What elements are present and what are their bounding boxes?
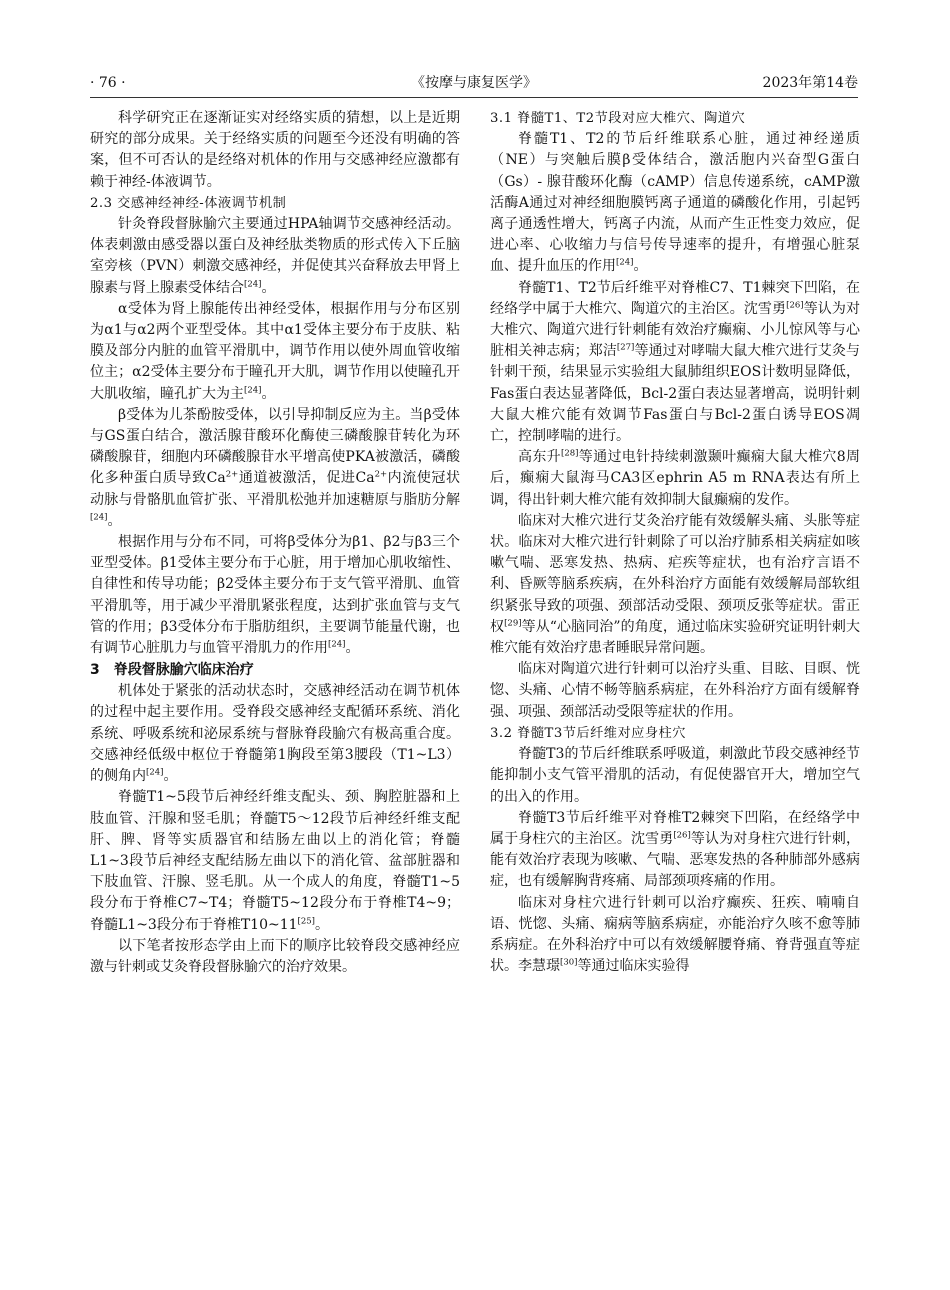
left-column bbox=[90, 108, 460, 1268]
citation[interactable]: [24] bbox=[90, 512, 108, 523]
citation[interactable]: [24] bbox=[244, 384, 262, 395]
paragraph: 高东升[28]等通过电针持续刺激颞叶癫痫大鼠大椎穴8周后，癫痫大鼠海马CA3区ephrin A5 m RNA表达有所上调，得出针刺大椎穴能有效抑制大鼠癫痫的发作。 bbox=[490, 448, 860, 508]
citation[interactable]: [26] bbox=[673, 830, 691, 841]
paragraph: 临床对大椎穴进行艾灸治疗能有效缓解头痛、头胀等症状。临床对大椎穴进行针刺除了可以治疗肺系相关病症如咳嗽气喘、恶寒发热、热病、疟疾等症状，也有治疗言语不利、昏厥等脑系疾病，在外科治疗方面能有效缓解局部软组织紧张导致的项强、颈部活动受限、颈项反张等症状。雷正权[29]等从“心脑同治”的角度，通过临床实验研究证明针刺大椎穴能有效治疗患者睡眠异常问题。 bbox=[490, 512, 860, 657]
citation[interactable]: [24] bbox=[328, 639, 346, 650]
paragraph: 脊髓T1、T2的节后纤维联系心脏，通过神经递质（NE）与突触后膜β受体结合，激活胞内兴奋型G蛋白（Gs）- 腺苷酸环化酶（cAMP）信息传递系统，cAMP激活酶A通过对神经细胞膜钙离子通道的磷酸化作用，引起钙离子通透性增大，钙离子内流，从而产生正性变力效应，促进心率、心收缩力与信号传导速率的提升，有增强心脏泵血、提升血压的作用[24]。 bbox=[490, 131, 860, 275]
paragraph: 临床对身柱穴进行针刺可以治疗癫疾、狂疾、喃喃自语、恍惚、头痛、痫病等脑系病症，亦能治疗久咳不愈等肺系病症。在外科治疗中可以有效缓解腰脊痛、脊背强直等症状。李慧璟[30]等通过临床实验得 bbox=[490, 894, 860, 975]
section-heading-2-3: 2.3 交感神经神经-体液调节机制 bbox=[90, 195, 287, 211]
header-rule bbox=[90, 97, 858, 98]
paragraph: 根据作用与分布不同，可将β受体分为β1、β2与β3三个亚型受体。β1受体主要分布于心脏，用于增加心肌收缩性、自律性和传导功能；β2受体主要分布于支气管平滑肌、血管平滑肌等，用于减少平滑肌紧张程度，达到扩张血管与支气管的作用；β3受体分布于脂肪组织，主要调节能量代谢，也有调节心脏肌力与血管平滑肌力的作用[24]。 bbox=[90, 534, 460, 657]
citation[interactable]: [29] bbox=[504, 618, 522, 629]
citation[interactable]: [26] bbox=[786, 300, 804, 311]
citation[interactable]: [28] bbox=[561, 448, 579, 459]
issue-info: 2023年第14卷 bbox=[762, 75, 858, 91]
citation[interactable]: [30] bbox=[560, 957, 578, 968]
citation[interactable]: [24] bbox=[244, 278, 262, 289]
paragraph: β受体为儿茶酚胺受体，以引导抑制反应为主。当β受体与GS蛋白结合，激活腺苷酸环化酶使三磷酸腺苷转化为环磷酸腺苷，细胞内环磷酸腺苷水平增高使PKA被激活，磷酸化多种蛋白质导致$Ca^{2+}$通道被激活，促进$Ca^{2+}$内流使冠状动脉与骨骼肌血管扩张、平滑肌松弛并加速糖原与脂肪分解[24]。 bbox=[90, 406, 460, 529]
superscript: 2+ bbox=[374, 469, 388, 480]
citation[interactable]: [24] bbox=[146, 767, 164, 778]
section-heading-3: 3 脊段督脉腧穴临床治疗 bbox=[90, 662, 254, 679]
paragraph: α受体为肾上腺能传出神经受体，根据作用与分布区别为α1与α2两个亚型受体。其中α1受体主要分布于皮肤、粘膜及部分内脏的血管平滑肌中，调节作用以使外周血管收缩位主；α2受体主要分布于瞳孔开大肌，调节作用以使瞳孔开大肌收缩，瞳孔扩大为主[24]。 bbox=[90, 300, 460, 402]
citation[interactable]: [27] bbox=[616, 342, 635, 353]
right-column bbox=[490, 108, 860, 1268]
superscript: 2+ bbox=[225, 469, 239, 480]
page-number: · 76 · bbox=[90, 75, 126, 91]
paragraph: 临床对陶道穴进行针刺可以治疗头重、目眩、目暝、恍惚、头痛、心情不畅等脑系病症，在外科治疗方面有缓解脊强、项强、颈部活动受限等症状的作用。 bbox=[490, 661, 860, 720]
section-heading-3-2: 3.2 脊髓T3节后纤维对应身柱穴 bbox=[490, 725, 686, 741]
paragraph: 机体处于紧张的活动状态时，交感神经活动在调节机体的过程中起主要作用。受脊段交感神经支配循环系统、消化系统、呼吸系统和泌尿系统与督脉脊段腧穴有极高重合度。交感神经低级中枢位于脊髓第1胸段至第3腰段（T1~L3）的侧角内[24]。 bbox=[90, 683, 460, 785]
running-header bbox=[90, 72, 858, 94]
section-heading-3-1: 3.1 脊髓T1、T2节段对应大椎穴、陶道穴 bbox=[490, 111, 746, 126]
citation[interactable]: [24] bbox=[616, 257, 634, 268]
citation[interactable]: [25] bbox=[297, 915, 315, 926]
paragraph: 脊髓T3节后纤维平对脊椎T2棘突下凹陷，在经络学中属于身柱穴的主治区。沈雪勇[26]等认为对身柱穴进行针刺，能有效治疗表现为咳嗽、气喘、恶寒发热的各种肺部外感病症，也有缓解胸背疼痛、局部颈项疼痛的作用。 bbox=[490, 809, 860, 890]
paragraph: 以下笔者按形态学由上而下的顺序比较脊段交感神经应激与针刺或艾灸脊段督脉腧穴的治疗效果。 bbox=[90, 937, 460, 975]
paragraph: 针灸脊段督脉腧穴主要通过HPA轴调节交感神经活动。体表刺激由感受器以蛋白及神经肽类物质的形式传入下丘脑室旁核（PVN）刺激交感神经，并促使其兴奋释放去甲肾上腺素与肾上腺素受体结合[24]。 bbox=[90, 216, 460, 296]
journal-name: 《按摩与康复医学》 bbox=[411, 75, 537, 91]
paragraph: 脊髓T1、T2节后纤维平对脊椎C7、T1棘突下凹陷，在经络学中属于大椎穴、陶道穴的主治区。沈雪勇[26]等认为对大椎穴、陶道穴进行针刺能有效治疗癫痫、小儿惊风等与心脏相关神志病；郑洁[27]等通过对哮喘大鼠大椎穴进行艾灸与针刺干预，结果显示实验组大鼠肺组织EOS计数明显降低，Fas蛋白表达显著降低，Bcl-2蛋白表达显著增高，说明针刺大鼠大椎穴能有效调节Fas蛋白与Bcl-2蛋白诱导EOS凋亡，控制哮喘的进行。 bbox=[490, 279, 860, 445]
paragraph: 脊髓T1~5段节后神经纤维支配头、颈、胸腔脏器和上肢血管、汗腺和竖毛肌；脊髓T5～12段节后神经纤维支配肝、脾、肾等实质器官和结肠左曲以上的消化管；脊髓L1~3段节后神经支配结肠左曲以下的消化管、盆部脏器和下肢血管、汗腺、竖毛肌。从一个成人的角度，脊髓T1~5段分布于脊椎C7~T4；脊髓T5~12段分布于脊椎T4~9；脊髓L1~3段分布于脊椎T10~11[25]。 bbox=[90, 789, 460, 933]
paragraph: 脊髓T3的节后纤维联系呼吸道，刺激此节段交感神经节能抑制小支气管平滑肌的活动，有促使器官开大，增加空气的出入的作用。 bbox=[490, 746, 860, 805]
paragraph: 科学研究正在逐渐证实对经络实质的猜想，以上是近期研究的部分成果。关于经络实质的问题至今还没有明确的答案，但不可否认的是经络对机体的作用与交感神经应激都有赖于神经-体液调节。 bbox=[90, 110, 460, 190]
